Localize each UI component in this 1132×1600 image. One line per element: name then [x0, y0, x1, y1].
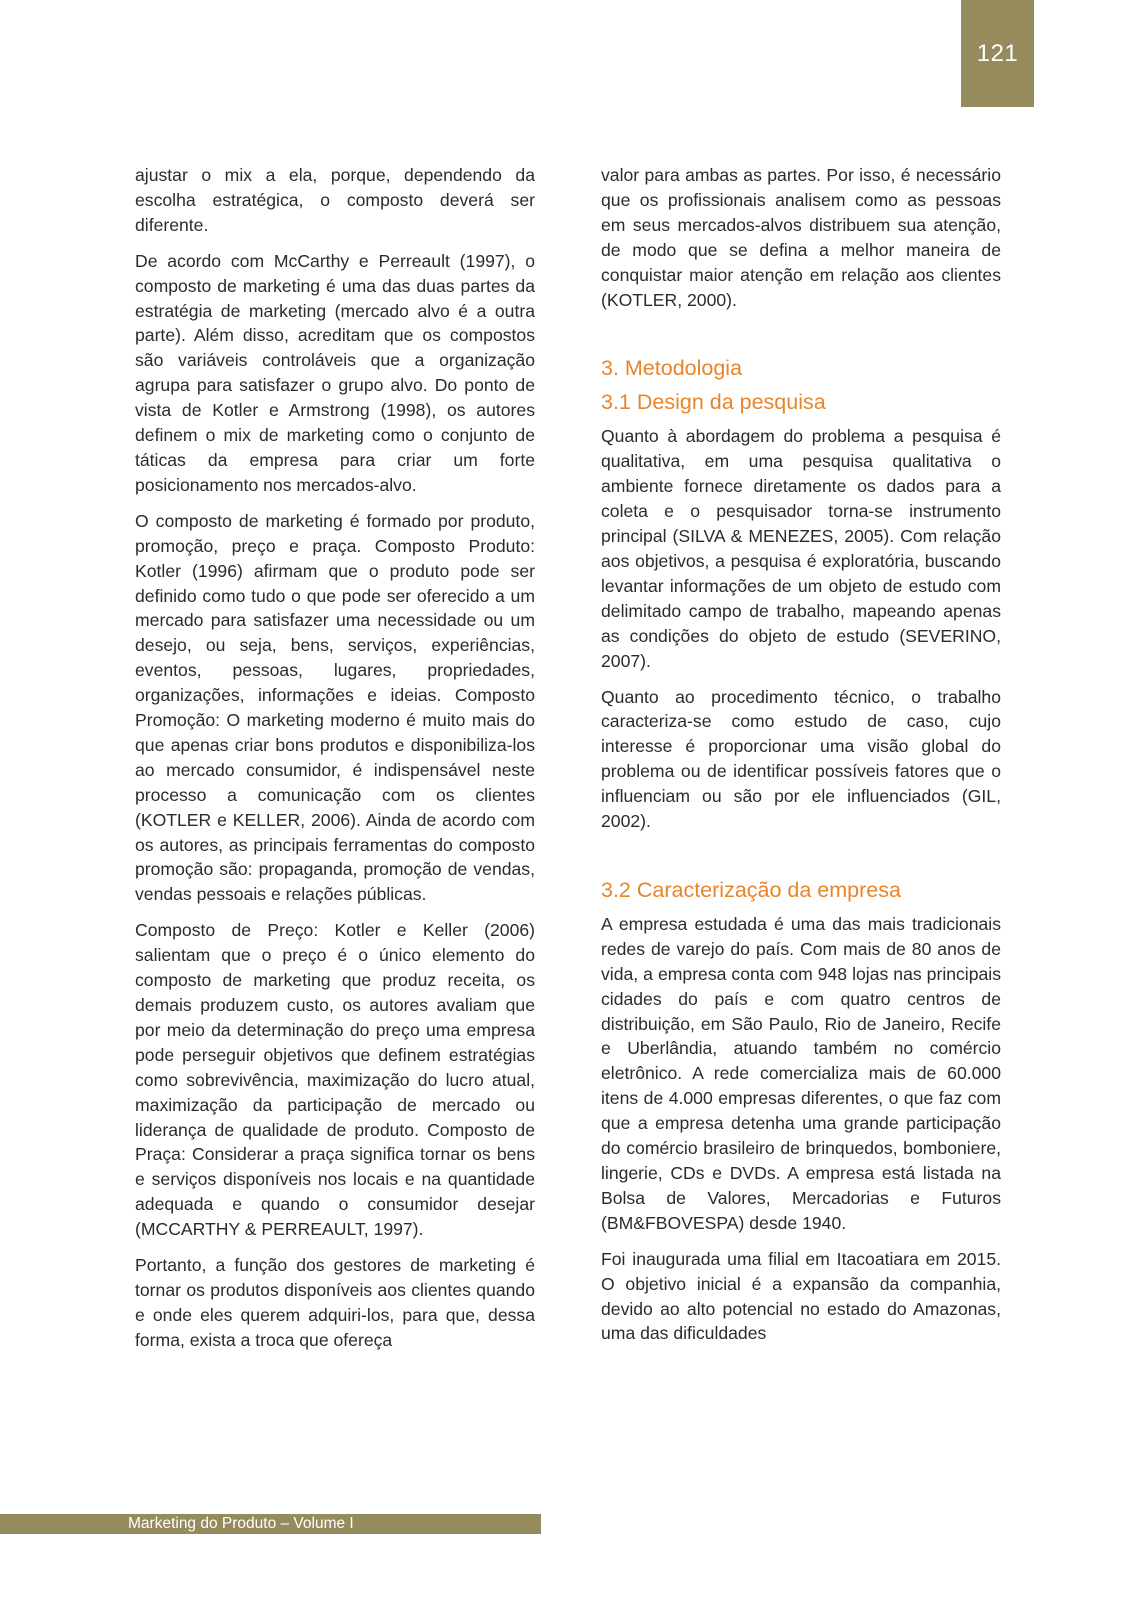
section-heading-metodologia: 3. Metodologia: [601, 356, 743, 381]
body-paragraph: De acordo com McCarthy e Perreault (1997), o composto de marketing é uma das duas partes da estratégia de marketing (mercado alvo é a outra parte). Além disso, acreditam que os compostos são variáveis controláveis que a organização agrupa para satisfazer o grupo alvo. Do ponto de vista de Kotler e Armstrong (1998), os autores definem o mix de marketing como o conjunto de táticas da empresa para criar um forte posicionamento nos mercados-alvo.: [135, 250, 535, 495]
body-paragraph: ajustar o mix a ela, porque, dependendo da escolha estratégica, o composto deverá ser diferente.: [135, 165, 535, 235]
page-number-box: [961, 0, 1034, 107]
body-paragraph: valor para ambas as partes. Por isso, é necessário que os profissionais analisem como as pessoas em seus mercados-alvos distribuem sua atenção, de modo que se defina a melhor maneira de conquistar maior atenção em relação aos clientes (KOTLER, 2000).: [601, 165, 1001, 310]
body-paragraph: Portanto, a função dos gestores de marketing é tornar os produtos disponíveis aos clientes quando e onde eles querem adquiri-los, para que, dessa forma, exista a troca que ofereça: [135, 1255, 535, 1350]
page-number: 121: [976, 39, 1019, 67]
subsection-heading-caracterizacao: 3.2 Caracterização da empresa: [601, 877, 901, 902]
subsection-heading-design: 3.1 Design da pesquisa: [601, 390, 826, 415]
body-paragraph: A empresa estudada é uma das mais tradicionais redes de varejo do país. Com mais de 80 anos de vida, a empresa conta com 948 lojas nas principais cidades do país e com quatro centros de distribuição, em São Paulo, Rio de Janeiro, Recife e Uberlândia, atuando também no comércio eletrônico. A rede comercializa mais de 60.000 itens de 4.000 empresas diferentes, o que faz com que a empresa detenha uma grande participação do comércio brasileiro de brinquedos, bomboniere, lingerie, CDs e DVDs. A empresa está listada na Bolsa de Valores, Mercadorias e Futuros (BM&FBOVESPA) desde 1940.: [601, 913, 1001, 1233]
left-column: [135, 163, 535, 1364]
footer-label: Marketing do Produto – Volume I: [128, 1515, 354, 1532]
body-paragraph: O composto de marketing é formado por produto, promoção, preço e praça. Composto Produto: Kotler (1996) afirmam que o produto pode ser definido como tudo o que pode ser oferecido a um mercado para satisfazer uma necessidade ou um desejo, ou seja, bens, serviços, experiências, eventos, pessoas, lugares, propriedades, organizações, informações e ideias. Composto Promoção: O marketing moderno é muito mais do que apenas criar bons produtos e disponibiliza-los ao mercado consumidor, é indispensável neste processo a comunicação com os clientes (KOTLER e KELLER, 2006). Ainda de acordo com os autores, as principais ferramentas do composto promoção são: propaganda, promoção de vendas, vendas pessoais e relações públicas.: [135, 510, 535, 905]
right-column: [601, 163, 1001, 1357]
body-paragraph: Composto de Preço: Kotler e Keller (2006) salientam que o preço é o único elemento do composto de marketing que produz receita, os demais produzem custo, os autores avaliam que por meio da determinação do preço uma empresa pode perseguir objetivos que definem estratégias como sobrevivência, maximização do lucro atual, maximização da participação de mercado ou liderança de qualidade de produto. Composto de Praça: Considerar a praça significa tornar os bens e serviços disponíveis nos locais e na quantidade adequada e quando o consumidor desejar (MCCARTHY & PERREAULT, 1997).: [135, 920, 535, 1240]
body-paragraph: Foi inaugurada uma filial em Itacoatiara em 2015. O objetivo inicial é a expansão da companhia, devido ao alto potencial no estado do Amazonas, uma das dificuldades: [601, 1248, 1001, 1344]
body-paragraph: Quanto à abordagem do problema a pesquisa é qualitativa, em uma pesquisa qualitativa o ambiente fornece diretamente os dados para a coleta e o pesquisador torna-se instrumento principal (SILVA & MENEZES, 2005). Com relação aos objetivos, a pesquisa é exploratória, buscando levantar informações de um objeto de estudo com delimitado campo de trabalho, mapeando apenas as condições do objeto de estudo (SEVERINO, 2007).: [601, 426, 1001, 671]
body-paragraph: Quanto ao procedimento técnico, o trabalho caracteriza-se como estudo de caso, cujo interesse é proporcionar uma visão global do problema ou de identificar possíveis fatores que o influenciam ou são por ele influenciados (GIL, 2002).: [601, 686, 1001, 832]
footer-bar: [0, 1514, 541, 1534]
